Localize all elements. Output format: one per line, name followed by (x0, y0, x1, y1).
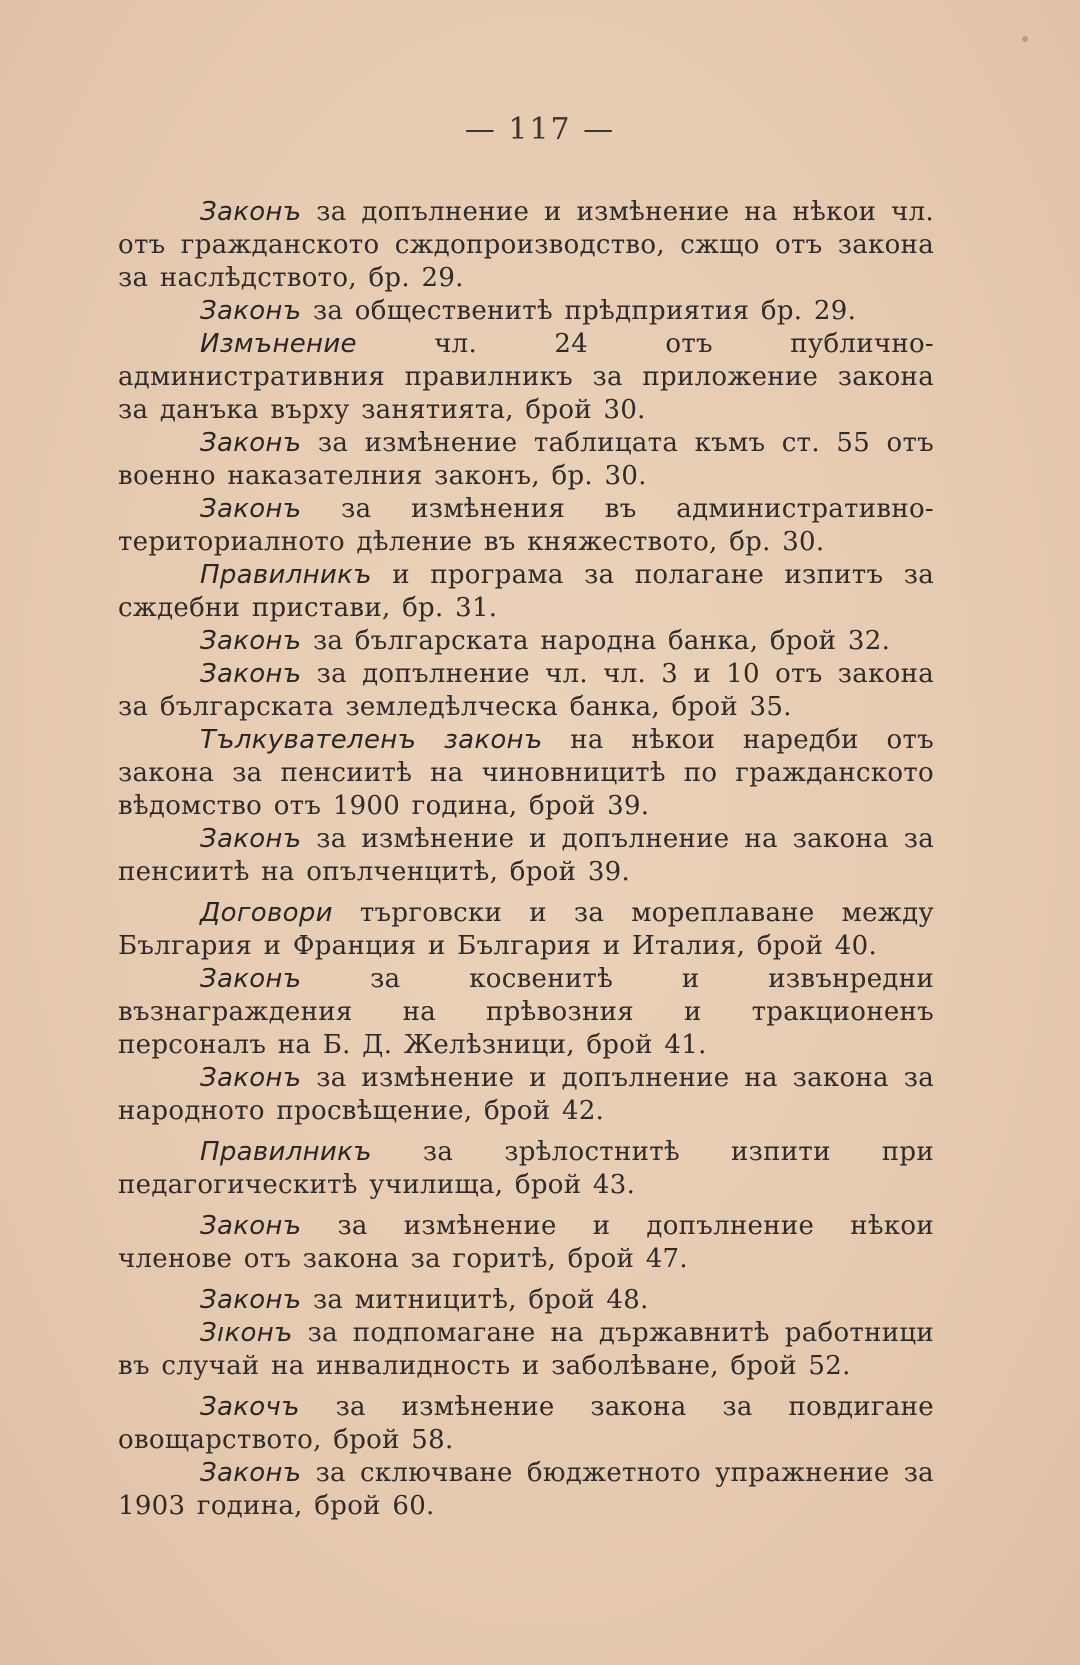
law-entry (118, 963, 934, 1062)
law-entry (118, 1317, 934, 1383)
entry-lead: Закочъ (200, 1392, 300, 1422)
entry-text: за митницитѣ, брой 48. (301, 1285, 649, 1315)
entry-text: за измѣнение и допълнение на закона за народното просвѣщение, брой 42. (118, 1063, 934, 1126)
entry-lead: Законъ (200, 296, 302, 326)
entry-lead: Правилникъ (200, 1137, 372, 1167)
entry-lead: Измънение (200, 329, 357, 359)
law-entry (118, 196, 934, 295)
entry-text: за допълнение и измѣнение на нѣкои чл. отъ гражданското сждопроизводство, сжщо отъ закона за наслѣдството, бр. 29. (118, 197, 934, 293)
entry-text: за измѣнение таблицата къмъ ст. 55 отъ военно наказателния законъ, бр. 30. (118, 428, 934, 491)
entry-lead: Законъ (200, 964, 302, 994)
page-number: — 117 — (464, 112, 616, 147)
law-entry (118, 328, 934, 427)
entry-lead: Тълкувателенъ законъ (200, 725, 543, 755)
law-entry (118, 295, 934, 328)
entry-text: търговски и за мореплаване между България и Франция и България и Италия, брой 40. (118, 898, 934, 961)
entry-text: за общественитѣ прѣдприятия бр. 29. (301, 296, 857, 326)
law-entry (118, 1062, 934, 1128)
entry-text: и програма за полагане изпитъ за сждебни пристави, бр. 31. (118, 560, 934, 623)
law-list (118, 196, 934, 1523)
entry-text: за подпомагане на държавнитѣ работници въ случай на инвалидность и заболѣване, брой 52. (118, 1318, 934, 1381)
entry-lead: Законъ (200, 494, 302, 524)
law-entry (118, 427, 934, 493)
law-entry (118, 1136, 934, 1202)
entry-lead: Законъ (200, 428, 302, 458)
entry-lead: Зıконъ (200, 1318, 293, 1348)
law-entry (118, 1284, 934, 1317)
entry-text: за измѣнение закона за повдигане овощарството, брой 58. (118, 1392, 934, 1455)
entry-text: на нѣкои наредби отъ закона за пенсиитѣ на чиновницитѣ по гражданското вѣдомство отъ 1900 година, брой 39. (118, 725, 934, 821)
entry-lead: Законъ (200, 1285, 302, 1315)
entry-lead: Законъ (200, 1458, 302, 1488)
entry-lead: Договори (200, 898, 333, 928)
entry-text: за косвенитѣ и извънредни възнаграждения на прѣвозния и тракционенъ персоналъ на Б. Д. Желѣзници, брой 41. (118, 964, 934, 1060)
law-entry (118, 625, 934, 658)
entry-lead: Законъ (200, 626, 302, 656)
entry-lead: Законъ (200, 1063, 302, 1093)
entry-text: за измѣнение и допълнение нѣкои членове отъ закона за горитѣ, брой 47. (118, 1211, 934, 1274)
law-entry (118, 1210, 934, 1276)
law-entry (118, 1391, 934, 1457)
law-entry (118, 493, 934, 559)
entry-lead: Законъ (200, 824, 302, 854)
entry-text: за българската народна банка, брой 32. (301, 626, 891, 656)
law-entry (118, 823, 934, 889)
entry-text: за измѣнения въ административно-териториалното дѣление въ княжеството, бр. 30. (118, 494, 934, 557)
entry-text: за измѣнение и допълнение на закона за пенсиитѣ на опълченцитѣ, брой 39. (118, 824, 934, 887)
law-entry (118, 724, 934, 823)
entry-text: чл. 24 отъ публично-административния правилникъ за приложение закона за данъка върху занятията, брой 30. (118, 329, 934, 425)
entry-lead: Правилникъ (200, 560, 372, 590)
law-entry (118, 897, 934, 963)
entry-text: за зрѣлостнитѣ изпити при педагогическитѣ училища, брой 43. (118, 1137, 934, 1200)
entry-text: за сключване бюджетното упражнение за 1903 година, брой 60. (118, 1458, 934, 1521)
law-entry (118, 1457, 934, 1523)
entry-text: за допълнение чл. чл. 3 и 10 отъ закона за българската земледѣлческа банка, брой 35. (118, 659, 934, 722)
entry-lead: Законъ (200, 1211, 302, 1241)
paper-speck (1022, 36, 1028, 42)
law-entry (118, 559, 934, 625)
entry-lead: Законъ (200, 659, 302, 689)
entry-lead: Законъ (200, 197, 302, 227)
law-entry (118, 658, 934, 724)
